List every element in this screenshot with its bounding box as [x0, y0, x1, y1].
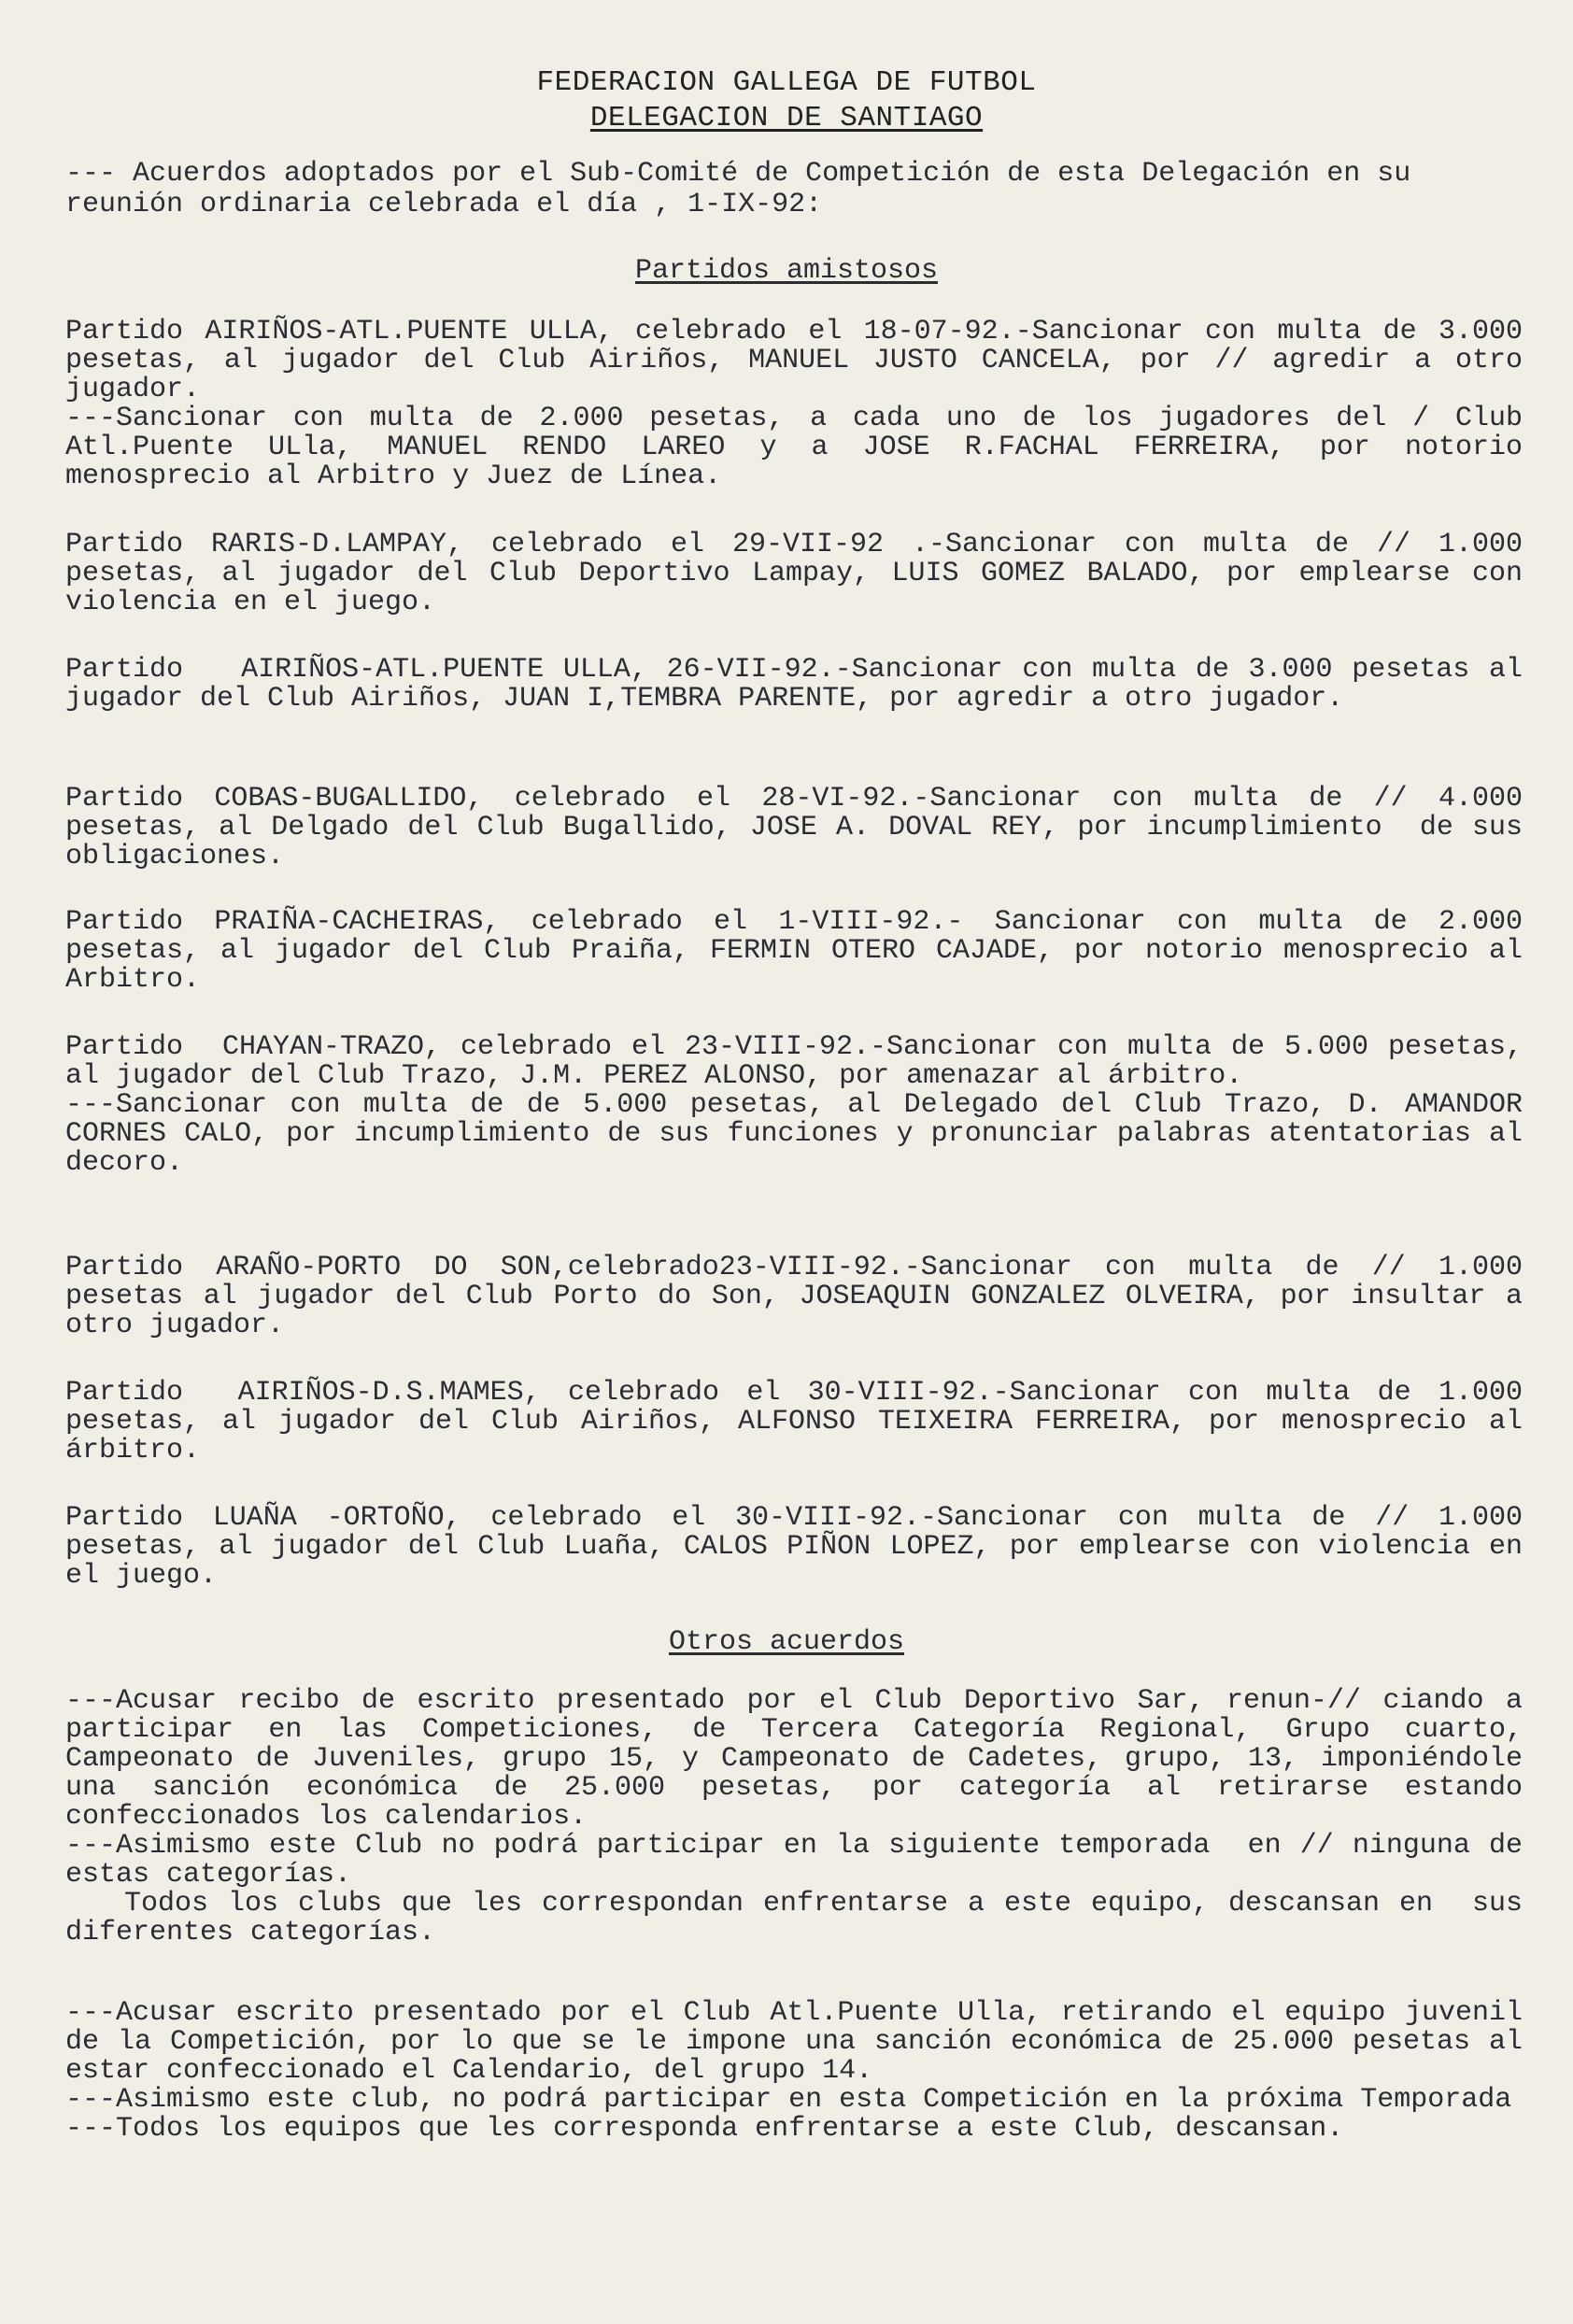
resolution-paragraph: Partido RARIS-D.LAMPAY, celebrado el 29-VII-92 .-Sancionar con multa de // 1.000 pesetas, al jugador del Club Deportivo Lampay, LUIS GOMEZ BALADO, por emplearse con violencia en el juego.	[65, 529, 1540, 618]
section-heading-other-agreements: Otros acuerdos	[668, 1626, 905, 1658]
agreement-paragraph: ---Acusar recibo de escrito presentado por el Club Deportivo Sar, renun-// ciando a participar en las Competiciones, de Tercera Categoría Regional, Grupo cuarto, Campeonato de Juveniles, grupo 15, y Campeonato de Cadetes, grupo, 13, imponiéndole una sanción económica de 25.000 pesetas, por categoría al retirarse estando confeccionados los calendarios. ---Asimismo este Club no podrá participar en la siguiente temporada en // ninguna de estas categorías. Todos los clubs que les correspondan enfrentarse a este equipo, descansan en sus diferentes categorías.	[65, 1685, 1523, 1948]
agreement-paragraph: ---Acusar escrito presentado por el Club Atl.Puente Ulla, retirando el equipo juvenil de la Competición, por lo que se le impone una sanción económica de 25.000 pesetas al estar confeccionado el Calendario, del grupo 14. ---Asimismo este club, no podrá participar en esta Competición en la próxima Temporada ---Todos los equipos que les corresponda enfrentarse a este Club, descansan.	[65, 1997, 1523, 2145]
section-heading-friendly-matches: Partidos amistosos	[634, 255, 939, 287]
federation-title: FEDERACION GALLEGA DE FUTBOL	[536, 66, 1037, 99]
resolution-paragraph: Partido PRAIÑA-CACHEIRAS, celebrado el 1-VIII-92.- Sancionar con multa de 2.000 pesetas, al jugador del Club Praiña, FERMIN OTERO CAJADE, por notorio menosprecio al Arbitro.	[65, 906, 1540, 996]
delegation-title	[0, 101, 1573, 136]
resolution-paragraph: Partido AIRIÑOS-D.S.MAMES, celebrado el 30-VIII-92.-Sancionar con multa de 1.000 pesetas, al jugador del Club Airiños, ALFONSO TEIXEIRA FERREIRA, por menosprecio al árbitro.	[65, 1377, 1540, 1467]
resolution-paragraph: Partido AIRIÑOS-ATL.PUENTE ULLA, 26-VII-92.-Sancionar con multa de 3.000 pesetas al jugador del Club Airiños, JUAN I,TEMBRA PARENTE, por agredir a otro jugador.	[65, 654, 1540, 715]
resolution-paragraph: Partido AIRIÑOS-ATL.PUENTE ULLA, celebrado el 18-07-92.-Sancionar con multa de 3.000 pesetas, al jugador del Club Airiños, MANUEL JUSTO CANCELA, por // agredir a otro jugador. ---Sancionar con multa de 2.000 pesetas, a cada uno de los jugadores del / Club Atl.Puente ULla, MANUEL RENDO LAREO y a JOSE R.FACHAL FERREIRA, por notorio menosprecio al Arbitro y Juez de Línea.	[65, 316, 1523, 492]
resolution-paragraph: Partido ARAÑO-PORTO DO SON,celebrado23-VIII-92.-Sancionar con multa de // 1.000 pesetas al jugador del Club Porto do Son, JOSEAQUIN GONZALEZ OLVEIRA, por insultar a otro jugador.	[65, 1252, 1540, 1341]
resolution-paragraph: Partido CHAYAN-TRAZO, celebrado el 23-VIII-92.-Sancionar con multa de 5.000 pesetas, al jugador del Club Trazo, J.M. PEREZ ALONSO, por amenazar al árbitro. ---Sancionar con multa de de 5.000 pesetas, al Delegado del Club Trazo, D. AMANDOR CORNES CALO, por incumplimiento de sus funciones y pronunciar palabras atentatorias al decoro.	[65, 1031, 1523, 1179]
resolution-paragraph: Partido COBAS-BUGALLIDO, celebrado el 28-VI-92.-Sancionar con multa de // 4.000 pesetas, al Delgado del Club Bugallido, JOSE A. DOVAL REY, por incumplimiento de sus obligaciones.	[65, 783, 1540, 872]
letterhead	[0, 65, 1573, 136]
intro-paragraph: --- Acuerdos adoptados por el Sub-Comité de Competición de esta Delegación en su reunión ordinaria celebrada el día , 1-IX-92:	[65, 158, 1411, 220]
delegation-title-text: DELEGACION DE SANTIAGO	[589, 102, 984, 135]
resolution-paragraph: Partido LUAÑA -ORTOÑO, celebrado el 30-VIII-92.-Sancionar con multa de // 1.000 pesetas, al jugador del Club Luaña, CALOS PIÑON LOPEZ, por emplearse con violencia en el juego.	[65, 1502, 1540, 1592]
